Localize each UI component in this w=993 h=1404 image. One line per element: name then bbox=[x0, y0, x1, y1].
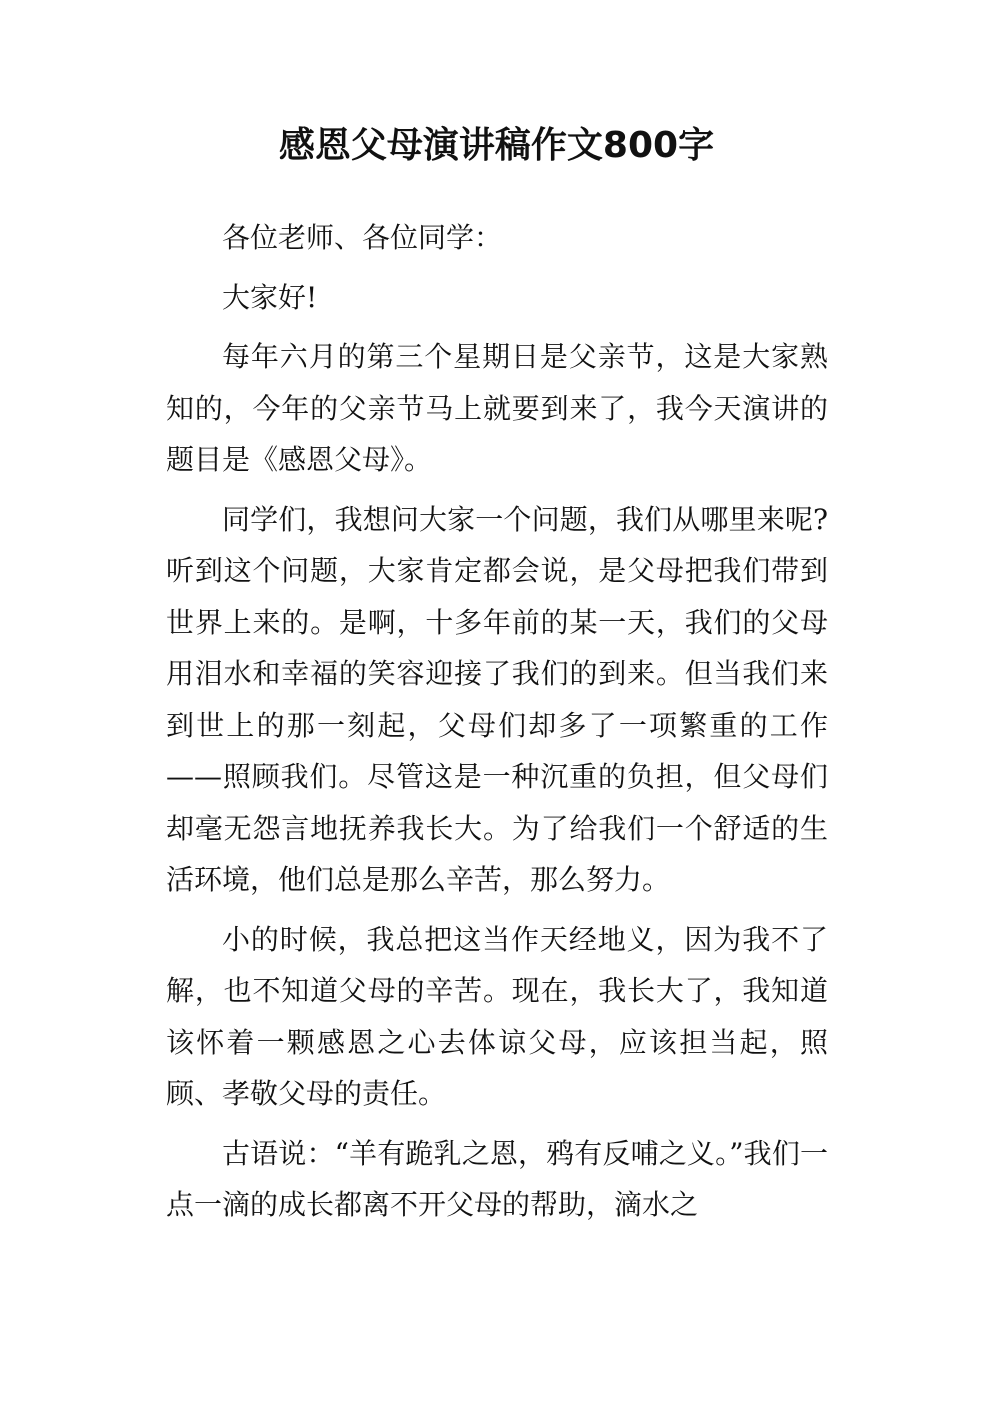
paragraph-childhood: 小的时候，我总把这当作天经地义，因为我不了解，也不知道父母的辛苦。现在，我长大了，我知道该怀着一颗感恩之心去体谅父母，应该担当起，照顾、孝敬父母的责任。 bbox=[166, 922, 828, 1110]
paragraph-fathers-day: 每年六月的第三个星期日是父亲节，这是大家熟知的，今年的父亲节马上就要到来了，我今天演讲的题目是《感恩父母》。 bbox=[166, 340, 828, 476]
paragraph-proverb: 古语说：“羊有跪乳之恩，鸦有反哺之义。”我们一点一滴的成长都离不开父母的帮助，滴水之 bbox=[166, 1136, 828, 1221]
paragraph-where-from: 同学们，我想问大家一个问题，我们从哪里来呢?听到这个问题，大家肯定都会说，是父母把我们带到世界上来的。是啊，十多年前的某一天，我们的父母用泪水和幸福的笑容迎接了我们的到来。但当我们来到世上的那一刻起，父母们却多了一项繁重的工作——照顾我们。尽管这是一种沉重的负担，但父母们却毫无怨言地抚养我长大。为了给我们一个舒适的生活环境，他们总是那么辛苦，那么努力。 bbox=[166, 502, 828, 896]
paragraph-hello: 大家好! bbox=[222, 280, 318, 314]
paragraph-greeting: 各位老师、各位同学： bbox=[222, 221, 503, 254]
document-body bbox=[166, 212, 828, 1231]
document-title: 感恩父母演讲稿作文800字 bbox=[278, 125, 715, 166]
